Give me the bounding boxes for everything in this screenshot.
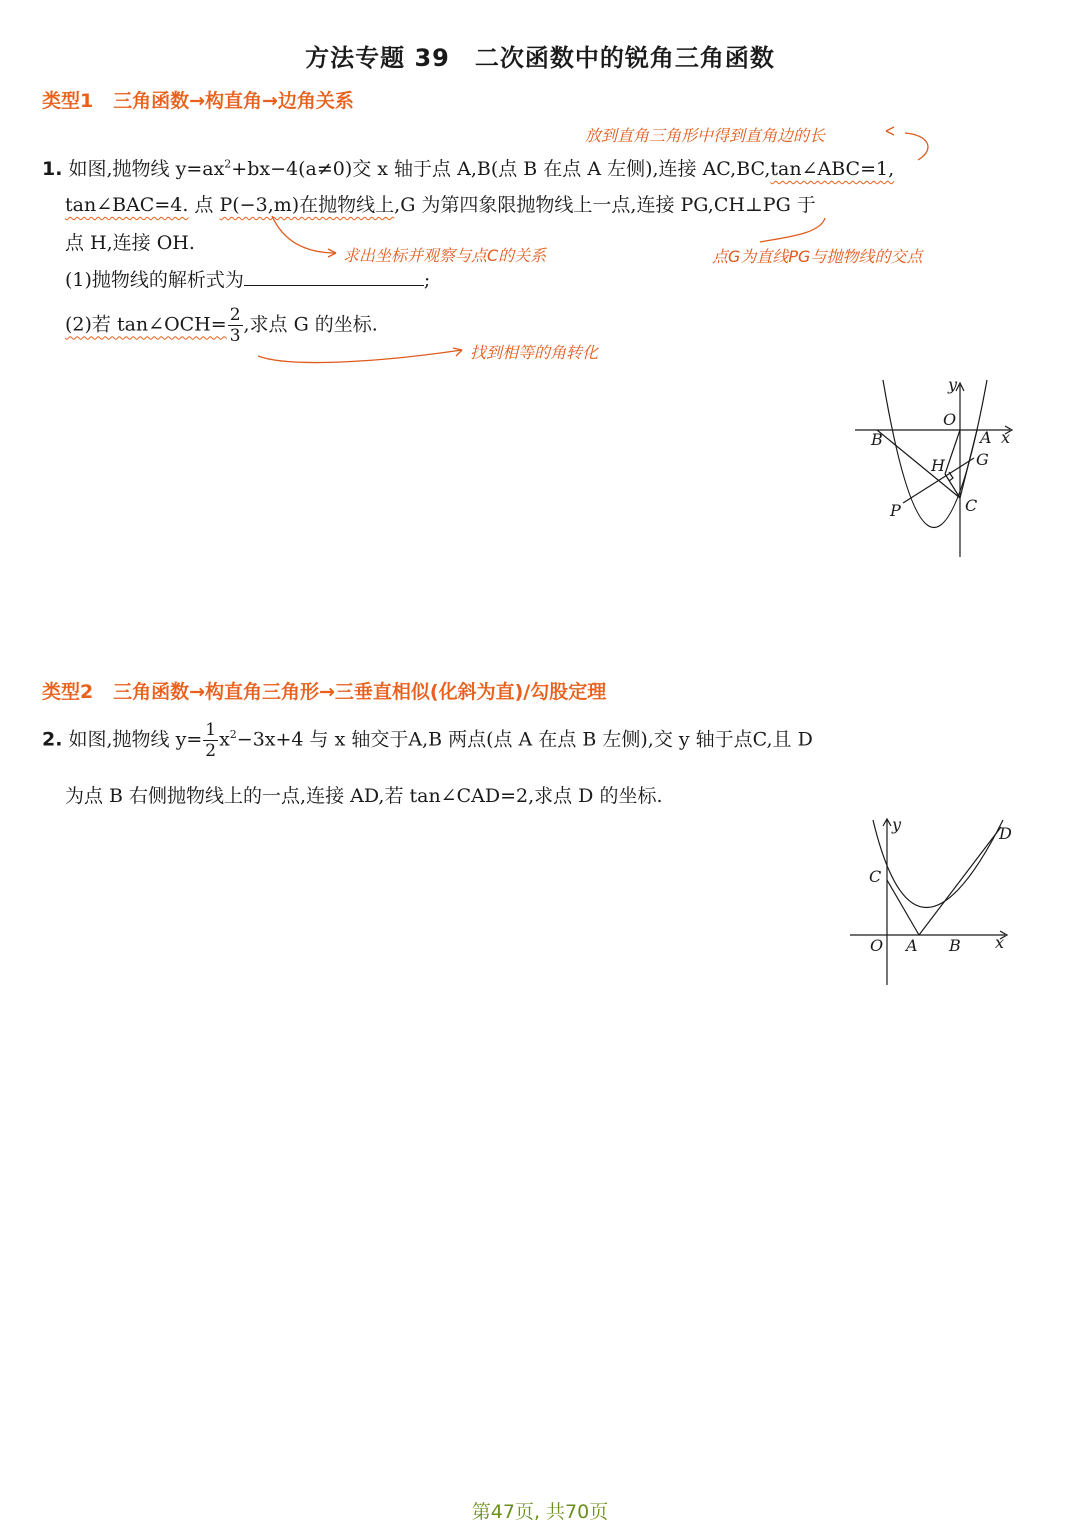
svg-text:H: H bbox=[931, 456, 945, 475]
q1-part1-text: (1)抛物线的解析式为 bbox=[65, 269, 244, 291]
svg-text:A: A bbox=[980, 428, 992, 447]
q1-part2 bbox=[65, 305, 378, 346]
line-bc bbox=[877, 430, 960, 498]
frac-denominator: 3 bbox=[229, 326, 241, 346]
page-footer: 第47页, 共70页 bbox=[471, 1501, 609, 1523]
svg-text:C: C bbox=[869, 867, 882, 886]
q1-text-d: tan∠ABC=1, bbox=[770, 158, 895, 180]
q1-part2-text: (2)若 tan∠OCH= bbox=[65, 313, 227, 336]
type2-heading bbox=[42, 677, 606, 704]
svg-text:y: y bbox=[892, 815, 902, 834]
fraction-two-thirds bbox=[228, 305, 243, 346]
svg-text:x: x bbox=[995, 933, 1005, 952]
q1-text-b: y=ax bbox=[175, 158, 225, 180]
q1-text-e: 点 bbox=[188, 194, 220, 216]
figure-2 bbox=[845, 815, 1020, 990]
frac-denominator: 2 bbox=[205, 741, 217, 761]
q2-text-a: 如图,抛物线 y= bbox=[68, 728, 203, 751]
type2-label: 类型2 bbox=[42, 681, 94, 703]
line-ac bbox=[960, 430, 977, 498]
q1-text-f: ,G 为第四象限抛物线上一点,连接 PG,CH⊥PG 于 bbox=[394, 194, 816, 216]
svg-text:B: B bbox=[871, 430, 883, 449]
q2-number: 2. bbox=[42, 728, 63, 751]
svg-text:D: D bbox=[999, 824, 1012, 843]
q1-text-c: +bx−4(a≠0)交 x 轴于点 A,B(点 B 在点 A 左侧),连接 AC,BC, bbox=[231, 158, 771, 180]
frac-numerator: 2 bbox=[229, 305, 241, 325]
type1-label: 类型1 bbox=[42, 90, 94, 112]
svg-text:x: x bbox=[1001, 428, 1011, 447]
answer-blank[interactable] bbox=[244, 267, 424, 286]
line-oh bbox=[945, 430, 960, 474]
q1-part2-end: ,求点 G 的坐标. bbox=[243, 313, 378, 336]
svg-text:B: B bbox=[949, 936, 961, 955]
type1-title: 三角函数→构直角→边角关系 bbox=[113, 90, 354, 112]
note-right-triangle: 放到直角三角形中得到直角边的长 bbox=[585, 126, 826, 145]
svg-text:P: P bbox=[890, 501, 901, 520]
note-intersection: 点G为直线PG与抛物线的交点 bbox=[712, 247, 923, 266]
svg-text:A: A bbox=[906, 936, 918, 955]
line-ca bbox=[887, 880, 919, 935]
q1-part1 bbox=[65, 265, 430, 292]
svg-text:O: O bbox=[870, 936, 884, 955]
type2-title: 三角函数→构直角三角形→三垂直相似(化斜为直)/勾股定理 bbox=[113, 681, 607, 703]
q1-line3: 点 H,连接 OH. bbox=[65, 232, 195, 254]
q2-line1: 2. 如图,抛物线 y= $\frac{1}{2}$ $x^2-3x+4$ 与 x 轴交于A,B 两点(点 A 在点 B 左侧),交 y 轴于点C,且 D bbox=[42, 720, 813, 761]
note-equal-angle: 找到相等的角转化 bbox=[470, 343, 599, 362]
fraction-one-half bbox=[203, 720, 218, 761]
svg-text:y: y bbox=[948, 375, 958, 394]
q2-line2: 为点 B 右侧抛物线上的一点,连接 AD,若 tan∠CAD=2,求点 D 的坐标. bbox=[65, 785, 663, 807]
frac-numerator: 1 bbox=[205, 720, 217, 740]
svg-text:O: O bbox=[943, 410, 957, 429]
q1-line1: 1. 如图,抛物线 $y=ax^2+bx-4(a\ne 0)$交 x 轴于点 A,B(点 B 在点 A 左侧),连接 AC,BC,tan∠ABC=1, bbox=[42, 157, 895, 180]
figure-1 bbox=[845, 375, 1035, 560]
q1-tan-bac: tan∠BAC=4. bbox=[65, 194, 189, 216]
q1-part1-end: ; bbox=[423, 269, 431, 291]
note-coordinate: 求出坐标并观察与点C的关系 bbox=[343, 246, 547, 265]
q1-line2 bbox=[65, 190, 816, 217]
q1-number: 1. bbox=[42, 158, 63, 180]
q1-text-a: 如图,抛物线 bbox=[68, 158, 176, 180]
svg-text:C: C bbox=[965, 496, 978, 515]
page-title: 方法专题 39 二次函数中的锐角三角函数 bbox=[305, 44, 775, 72]
q1-point-p: P(−3,m)在抛物线上 bbox=[219, 194, 395, 216]
svg-text:G: G bbox=[976, 450, 989, 469]
right-angle-mark bbox=[949, 472, 953, 481]
line-ad bbox=[919, 827, 1001, 935]
q2-text-c: −3x+4 与 x 轴交于A,B 两点(点 A 在点 B 左侧),交 y 轴于点C,且 D bbox=[236, 728, 813, 751]
q2-text-b: x bbox=[219, 728, 230, 751]
